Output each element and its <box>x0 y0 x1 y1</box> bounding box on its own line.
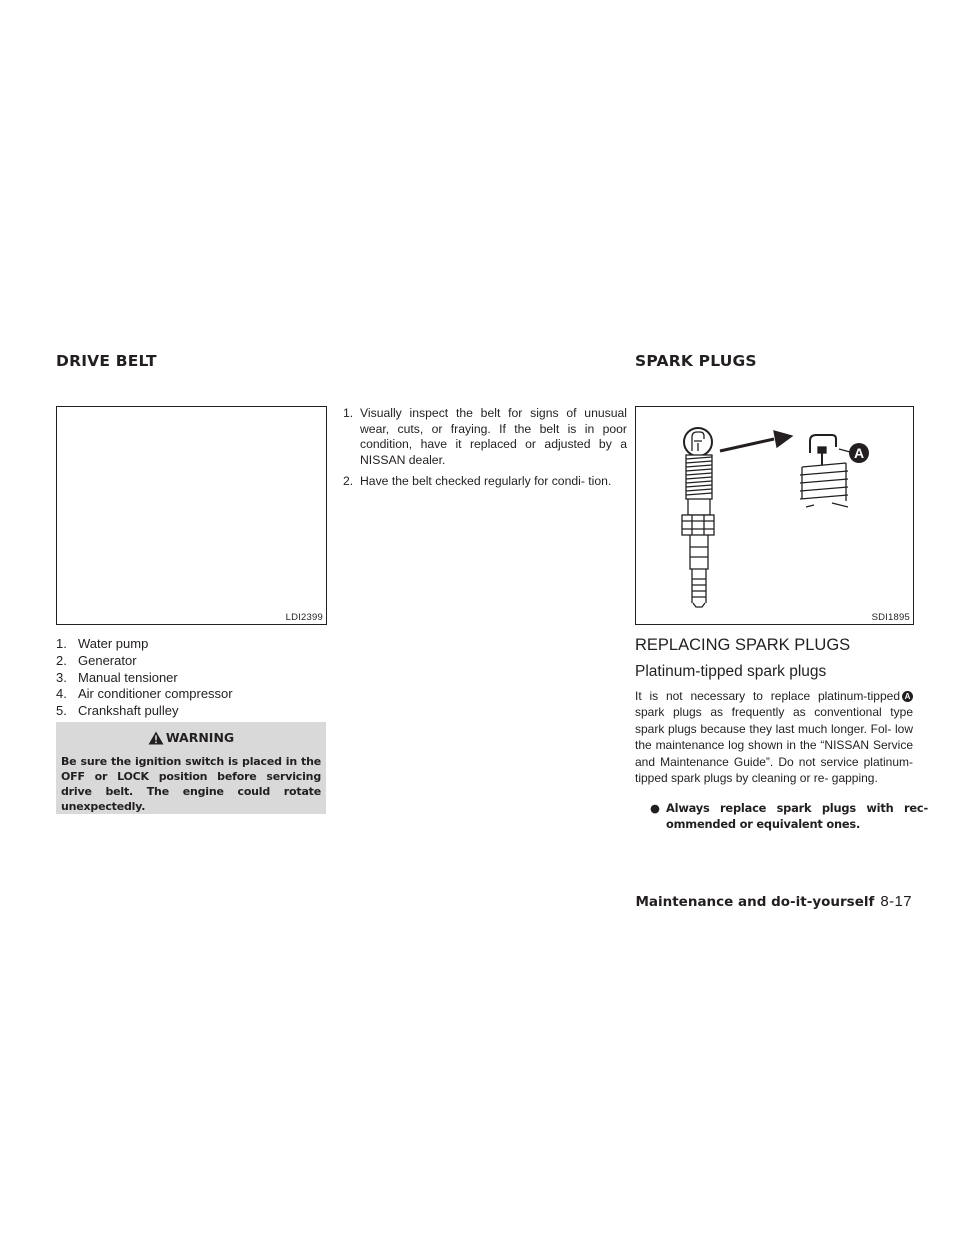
spark-plugs-title: SPARK PLUGS <box>635 352 757 370</box>
replacing-bullet: ● Always replace spark plugs with rec- ommended or equivalent ones. <box>650 801 928 831</box>
list-item: 3. Manual tensioner <box>56 669 178 685</box>
spark-plug-illustration <box>636 407 913 624</box>
warning-triangle-icon <box>148 731 164 745</box>
callout-a-marker: A <box>902 691 913 702</box>
bullet-icon: ● <box>650 801 660 815</box>
chapter-title: Maintenance and do-it-yourself <box>635 894 875 910</box>
list-item: 5. Crankshaft pulley <box>56 703 179 719</box>
drive-belt-figure <box>56 406 327 625</box>
replacing-subheading: Platinum-tipped spark plugs <box>635 663 827 680</box>
warning-box <box>56 722 326 814</box>
warning-text: Be sure the ignition switch is placed in the OFF or LOCK position before servicing drive belt. The engine could rotate unexpectedly. <box>61 755 321 813</box>
replacing-heading: REPLACING SPARK PLUGS <box>635 636 851 654</box>
spark-plug-figure <box>635 406 914 625</box>
warning-title: WARNING <box>165 730 235 745</box>
list-item: 1. Visually inspect the belt for signs of unusual wear, cuts, or fraying. If the belt is in poor condition, have it replaced or adjusted by a NISSAN dealer. <box>343 406 627 467</box>
page-number: 8-17 <box>880 893 912 910</box>
list-item: 4. Air conditioner compressor <box>56 686 233 702</box>
page-footer <box>635 893 912 911</box>
warning-header <box>61 722 321 746</box>
spark-plug-figure-code: SDI1895 <box>871 612 910 623</box>
inspection-steps <box>343 406 627 496</box>
belt-parts-list <box>56 636 233 720</box>
list-item: 2. Generator <box>56 652 137 668</box>
drive-belt-title: DRIVE BELT <box>56 352 157 370</box>
replacing-paragraph: It is not necessary to replace platinum-tipped A spark plugs as frequently as conventional type spark plugs because they last much longer. Fol- low the maintenance log shown in the “NISSAN Service and Maintenance Guide”. Do not service platinum-tipped spark plugs by cleaning or re- gapping. <box>635 689 913 786</box>
list-item: 2. Have the belt checked regularly for condi- tion. <box>343 474 612 489</box>
callout-label: A <box>853 445 865 461</box>
drive-belt-figure-code: LDI2399 <box>285 612 323 623</box>
list-item: 1. Water pump <box>56 636 149 651</box>
